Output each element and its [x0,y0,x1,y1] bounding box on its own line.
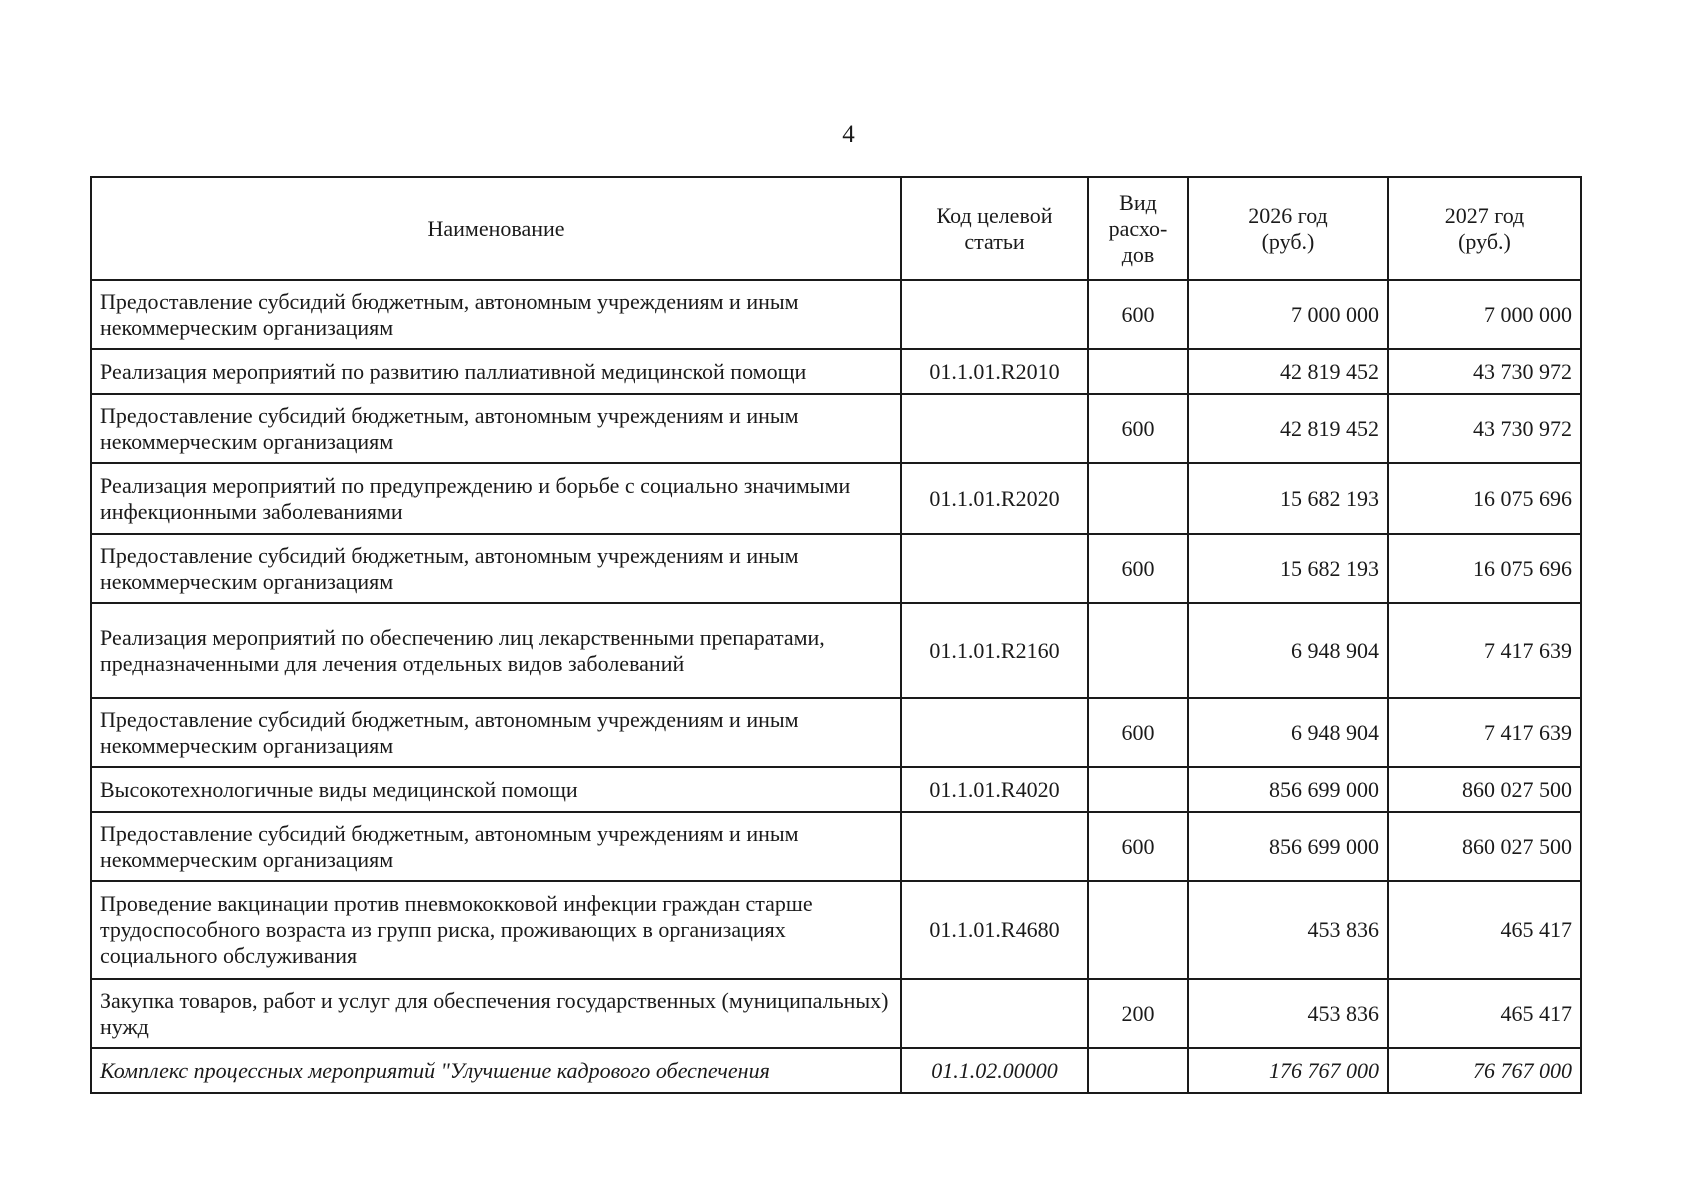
row-name: Реализация мероприятий по развитию паллиативной медицинской помощи [91,349,901,394]
header-year-2026: 2026 год (руб.) [1188,177,1388,280]
table-row [91,534,1581,603]
page-number: 4 [842,121,855,148]
row-name: Проведение вакцинации против пневмококковой инфекции граждан старше трудоспособного возраста из групп риска, проживающих в организациях социального обслуживания [91,881,901,979]
row-amount-2026: 176 767 000 [1188,1048,1388,1093]
table-row [91,698,1581,767]
row-amount-2026: 453 836 [1188,881,1388,979]
header-year-2027: 2027 год (руб.) [1388,177,1581,280]
row-amount-2027: 7 417 639 [1388,698,1581,767]
row-expense-kind [1088,767,1188,812]
row-name: Закупка товаров, работ и услуг для обеспечения государственных (муниципальных) нужд [91,979,901,1048]
row-expense-kind: 600 [1088,534,1188,603]
row-name: Предоставление субсидий бюджетным, автономным учреждениям и иным некоммерческим организациям [91,812,901,881]
row-target-code: 01.1.01.R2160 [901,603,1088,698]
row-amount-2027: 7 417 639 [1388,603,1581,698]
header-expense-kind: Вид расхо- дов [1088,177,1188,280]
row-expense-kind [1088,1048,1188,1093]
row-amount-2027: 43 730 972 [1388,394,1581,463]
row-name: Реализация мероприятий по обеспечению лиц лекарственными препаратами, предназначенными для лечения отдельных видов заболеваний [91,603,901,698]
table-row [91,767,1581,812]
row-target-code [901,394,1088,463]
row-expense-kind [1088,463,1188,534]
row-name: Предоставление субсидий бюджетным, автономным учреждениям и иным некоммерческим организациям [91,698,901,767]
budget-table [90,176,1582,1094]
row-target-code: 01.1.01.R4020 [901,767,1088,812]
row-amount-2026: 42 819 452 [1188,349,1388,394]
table-row [91,979,1581,1048]
row-amount-2026: 453 836 [1188,979,1388,1048]
table-row [91,812,1581,881]
table-row [91,603,1581,698]
row-amount-2026: 6 948 904 [1188,603,1388,698]
row-amount-2027: 465 417 [1388,979,1581,1048]
row-amount-2026: 6 948 904 [1188,698,1388,767]
row-expense-kind: 200 [1088,979,1188,1048]
row-amount-2026: 42 819 452 [1188,394,1388,463]
row-expense-kind [1088,881,1188,979]
row-amount-2026: 15 682 193 [1188,463,1388,534]
row-target-code: 01.1.01.R2020 [901,463,1088,534]
row-amount-2027: 860 027 500 [1388,767,1581,812]
row-expense-kind [1088,603,1188,698]
row-amount-2027: 43 730 972 [1388,349,1581,394]
table-row [91,280,1581,349]
row-amount-2027: 465 417 [1388,881,1581,979]
row-amount-2026: 7 000 000 [1188,280,1388,349]
row-expense-kind: 600 [1088,280,1188,349]
row-name: Высокотехнологичные виды медицинской помощи [91,767,901,812]
row-target-code [901,812,1088,881]
row-amount-2027: 16 075 696 [1388,534,1581,603]
table-row [91,1048,1581,1093]
table-row [91,463,1581,534]
row-expense-kind [1088,349,1188,394]
row-name: Комплекс процессных мероприятий "Улучшение кадрового обеспечения [91,1048,901,1093]
row-name: Реализация мероприятий по предупреждению и борьбе с социально значимыми инфекционными заболеваниями [91,463,901,534]
row-expense-kind: 600 [1088,394,1188,463]
row-name: Предоставление субсидий бюджетным, автономным учреждениям и иным некоммерческим организациям [91,280,901,349]
row-amount-2027: 76 767 000 [1388,1048,1581,1093]
row-target-code [901,280,1088,349]
row-target-code: 01.1.01.R2010 [901,349,1088,394]
row-name: Предоставление субсидий бюджетным, автономным учреждениям и иным некоммерческим организациям [91,394,901,463]
row-amount-2027: 860 027 500 [1388,812,1581,881]
row-amount-2026: 856 699 000 [1188,767,1388,812]
header-target-code: Код целевой статьи [901,177,1088,280]
header-name: Наименование [91,177,901,280]
row-amount-2026: 15 682 193 [1188,534,1388,603]
row-amount-2027: 16 075 696 [1388,463,1581,534]
row-expense-kind: 600 [1088,698,1188,767]
table-row [91,394,1581,463]
row-target-code: 01.1.01.R4680 [901,881,1088,979]
row-name: Предоставление субсидий бюджетным, автономным учреждениям и иным некоммерческим организациям [91,534,901,603]
table-header-row [91,177,1581,280]
row-amount-2026: 856 699 000 [1188,812,1388,881]
row-target-code: 01.1.02.00000 [901,1048,1088,1093]
row-amount-2027: 7 000 000 [1388,280,1581,349]
row-target-code [901,979,1088,1048]
row-expense-kind: 600 [1088,812,1188,881]
row-target-code [901,698,1088,767]
table-row [91,349,1581,394]
table-row [91,881,1581,979]
row-target-code [901,534,1088,603]
